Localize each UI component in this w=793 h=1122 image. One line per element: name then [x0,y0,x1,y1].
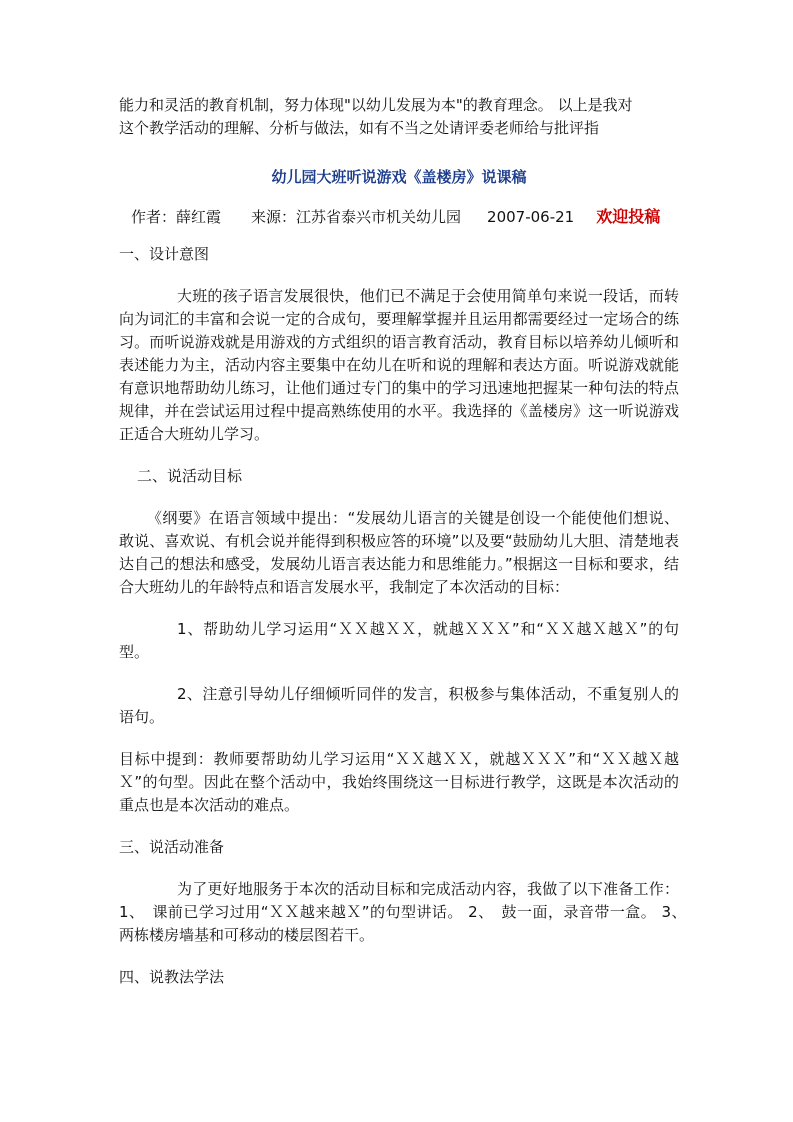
goal-item-2: 2、注意引导幼儿仔细倾听同伴的发言，积极参与集体活动，不重复别人的语句。 [119,685,679,726]
article-author: 作者：薛红霞 [131,208,222,226]
section-heading-teaching-methods: 四、说教法学法 [119,968,225,986]
goal-note-paragraph: 目标中提到：教师要帮助幼儿学习运用“ＸＸ越ＸＸ，就越ＸＸＸ”和“ＸＸ越Ｘ越Ｘ”的句型。因此在整个活动中，我始终围绕这一目标进行教学，这既是本次活动的重点也是本次活动的难点。 [119,750,679,814]
article-date: 2007-06-21 [487,208,575,226]
goal-item-1: 1、帮助幼儿学习运用“ＸＸ越ＸＸ，就越ＸＸＸ”和“ＸＸ越Ｘ越Ｘ”的句型。 [119,620,679,661]
design-intent-paragraph: 大班的孩子语言发展很快，他们已不满足于会使用简单句来说一段话，而转向为词汇的丰富和会说一定的合成句，要理解掌握并且运用都需要经过一定场合的练习。而听说游戏就是用游戏的方式组织的语言教育活动，教育目标以培养幼儿倾听和表述能力为主，活动内容主要集中在幼儿在听和说的理解和表达方面。听说游戏就能有意识地帮助幼儿练习，让他们通过专门的集中的学习迅速地把握某一种句法的特点规律，并在尝试运用过程中提高熟练使用的水平。我选择的《盖楼房》这一听说游戏正适合大班幼儿学习。 [119,287,679,443]
article-source: 来源：江苏省泰兴市机关幼儿园 [251,208,462,226]
submit-link[interactable]: 欢迎投稿 [596,207,661,226]
article-title: 幼儿园大班听说游戏《盖楼房》说课稿 [271,168,527,186]
section-heading-design-intent: 一、设计意图 [119,245,210,263]
section-heading-preparation: 三、说活动准备 [119,838,225,856]
intro-line-1: 能力和灵活的教育机制，努力体现"以幼儿发展为本"的教育理念。 以上是我对 [119,96,633,114]
preparation-paragraph: 为了更好地服务于本次的活动目标和完成活动内容，我做了以下准备工作： 1、 课前已学习过用“ＸＸ越来越Ｘ”的句型讲话。 2、 鼓一面，录音带一盒。 3、 两栋楼房墙基和可移动的楼层图若干。 [119,880,695,944]
document-body [119,94,695,989]
intro-line-2: 这个教学活动的理解、分析与做法，如有不当之处请评委老师给与批评指 [119,119,600,137]
section-heading-activity-goals: 二、说活动目标 [137,467,243,485]
activity-goals-paragraph: 《纲要》在语言领域中提出：“发展幼儿语言的关键是创设一个能使他们想说、敢说、喜欢说、有机会说并能得到积极应答的环境”以及要“鼓励幼儿大胆、清楚地表达自己的想法和感受，发展幼儿语言表达能力和思维能力。”根据这一目标和要求，结合大班幼儿的年龄特点和语言发展水平，我制定了本次活动的目标： [119,509,679,596]
article-meta [119,205,679,229]
